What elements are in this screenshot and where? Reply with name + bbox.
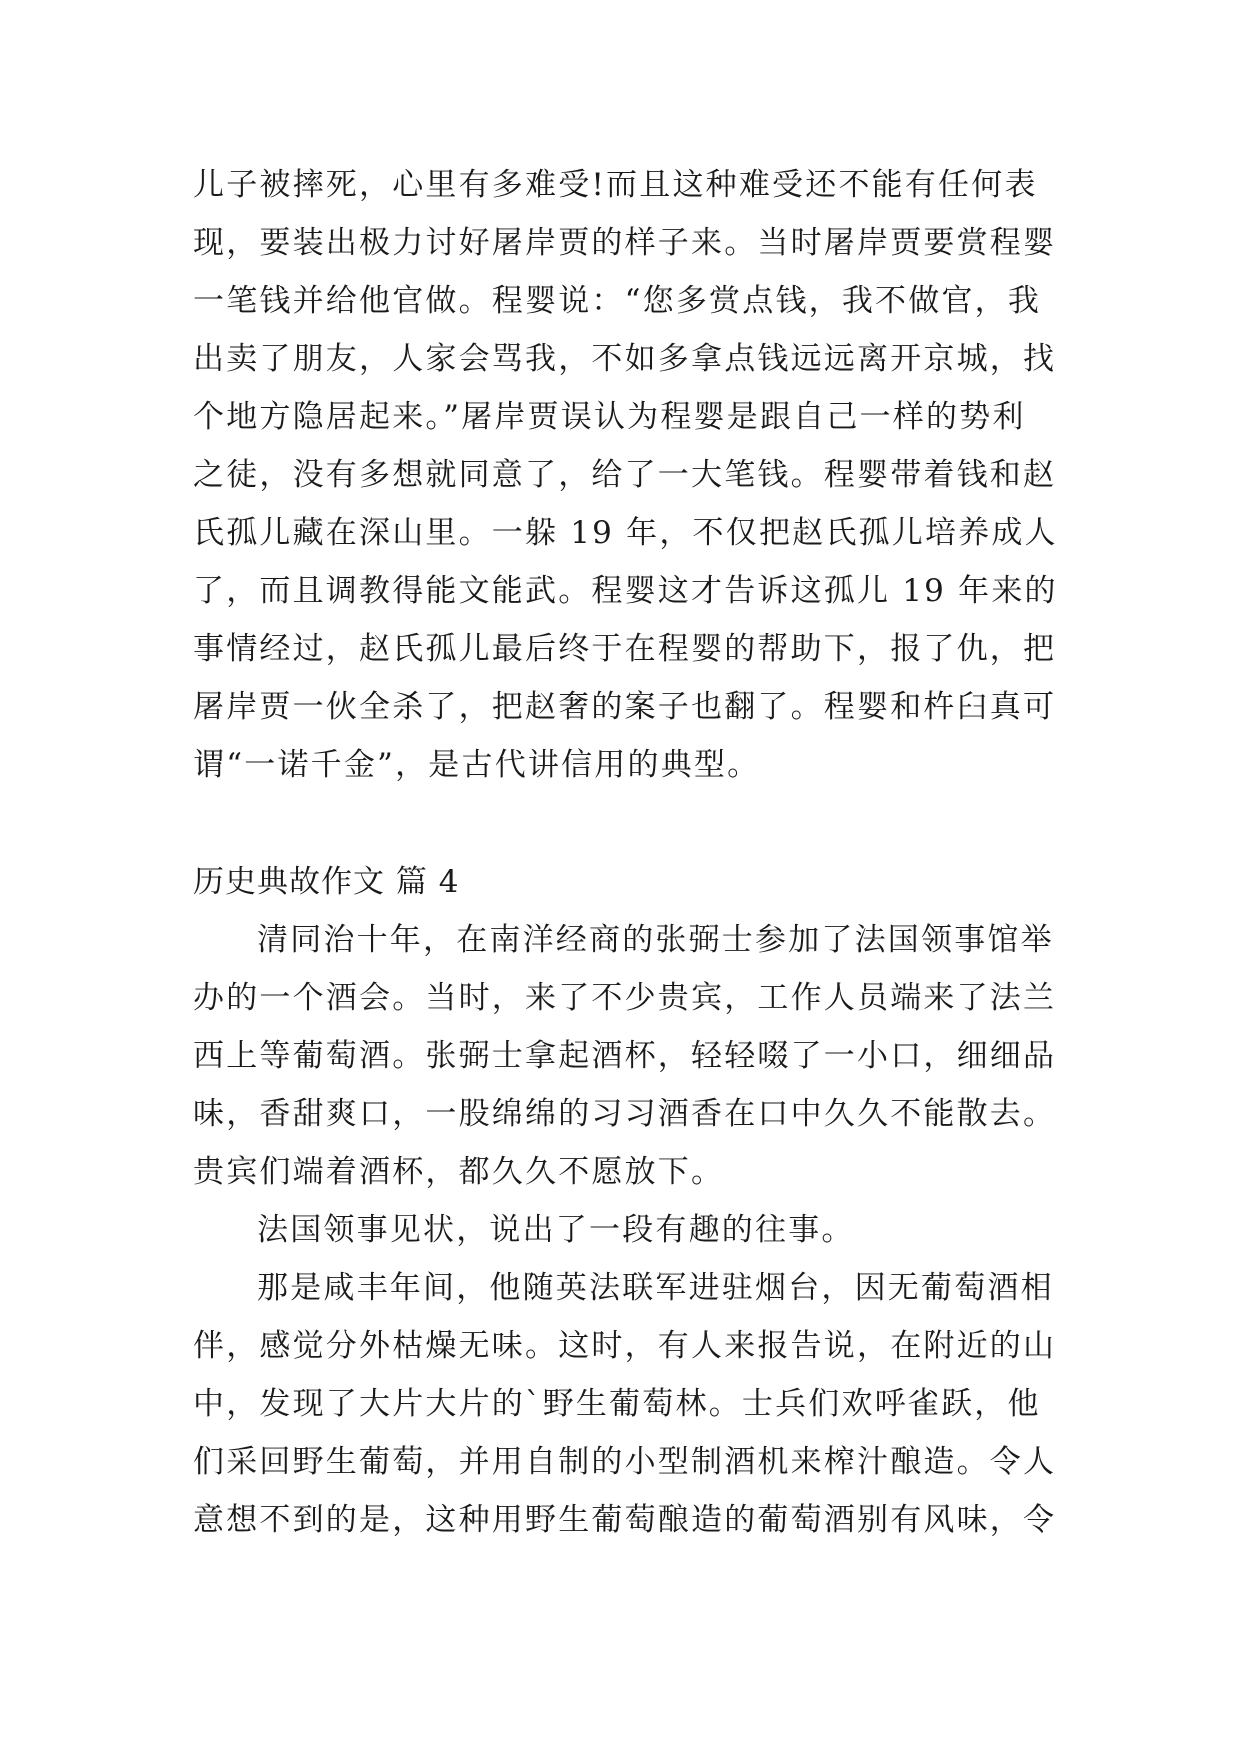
paragraph-line: 味，香甜爽口，一股绵绵的习习酒香在口中久久不能散去。 xyxy=(193,1096,1057,1132)
paragraph-line: 那是咸丰年间，他随英法联军进驻烟台，因无葡萄酒相 xyxy=(257,1270,1054,1306)
paragraph-line: 现，要装出极力讨好屠岸贾的样子来。当时屠岸贾要赏程婴 xyxy=(193,225,1057,261)
paragraph-line: 办的一个酒会。当时，来了不少贵宾，工作人员端来了法兰 xyxy=(193,980,1057,1016)
paragraph-line: 清同治十年，在南洋经商的张弼士参加了法国领事馆举 xyxy=(257,922,1054,958)
paragraph-line: 中，发现了大片大片的`野生葡萄林。士兵们欢呼雀跃，他 xyxy=(193,1386,1041,1422)
paragraph-line: 氏孤儿藏在深山里。一躲 19 年，不仅把赵氏孤儿培养成人 xyxy=(193,515,1058,551)
section-heading: 历史典故作文 篇 4 xyxy=(193,864,460,900)
paragraph-line: 个地方隐居起来。”屠岸贾误认为程婴是跟自己一样的势利 xyxy=(193,399,1026,435)
paragraph-line: 们采回野生葡萄，并用自制的小型制酒机来榨汁酿造。令人 xyxy=(193,1444,1057,1480)
paragraph-line: 法国领事见状，说出了一段有趣的往事。 xyxy=(257,1212,855,1248)
paragraph-line: 伴，感觉分外枯燥无味。这时，有人来报告说，在附近的山 xyxy=(193,1328,1057,1364)
paragraph-line: 谓“一诺千金”，是古代讲信用的典型。 xyxy=(193,747,761,783)
paragraph-line: 意想不到的是，这种用野生葡萄酿造的葡萄酒别有风味，令 xyxy=(193,1502,1057,1538)
paragraph-line: 事情经过，赵氏孤儿最后终于在程婴的帮助下，报了仇，把 xyxy=(193,631,1057,667)
paragraph-line: 之徒，没有多想就同意了，给了一大笔钱。程婴带着钱和赵 xyxy=(193,457,1057,493)
paragraph-line: 了，而且调教得能文能武。程婴这才告诉这孤儿 19 年来的 xyxy=(193,573,1058,609)
paragraph-line: 一笔钱并给他官做。程婴说：“您多赏点钱，我不做官，我 xyxy=(193,283,1042,319)
paragraph-line: 西上等葡萄酒。张弼士拿起酒杯，轻轻啜了一小口，细细品 xyxy=(193,1038,1057,1074)
paragraph-line: 儿子被摔死，心里有多难受!而且这种难受还不能有任何表 xyxy=(193,167,1038,203)
paragraph-line: 出卖了朋友，人家会骂我，不如多拿点钱远远离开京城，找 xyxy=(193,341,1057,377)
paragraph-line: 屠岸贾一伙全杀了，把赵奢的案子也翻了。程婴和杵臼真可 xyxy=(193,689,1057,725)
paragraph-line: 贵宾们端着酒杯，都久久不愿放下。 xyxy=(193,1154,725,1190)
